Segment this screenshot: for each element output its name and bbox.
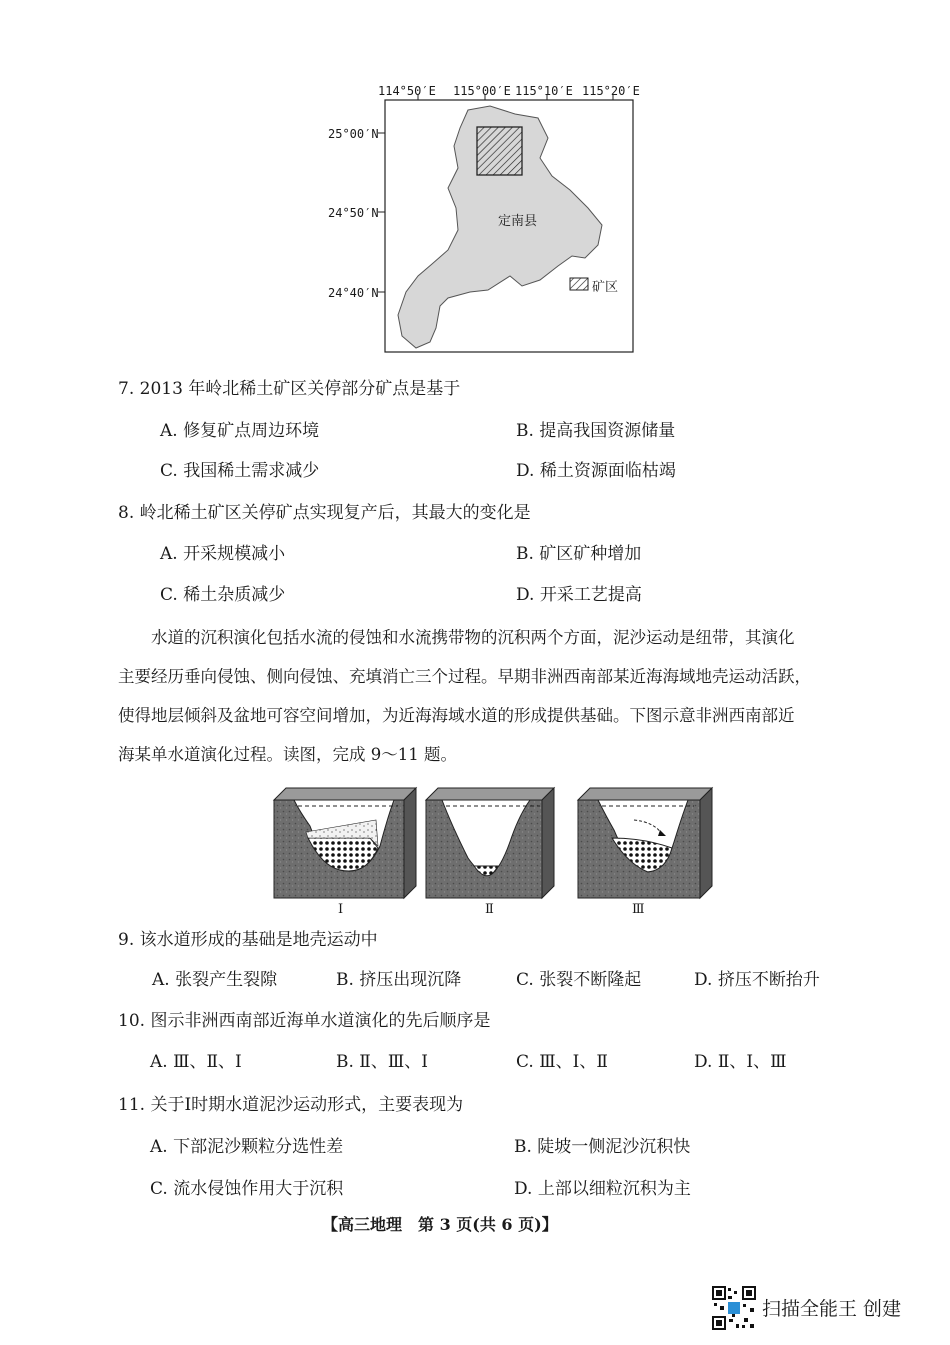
q10-option-a[interactable]: A. Ⅲ、Ⅱ、Ⅰ — [150, 1052, 242, 1072]
legend-label: 矿区 — [592, 280, 619, 295]
diagram-block-3 — [578, 788, 712, 898]
q10-option-b[interactable]: B. Ⅱ、Ⅲ、Ⅰ — [336, 1052, 428, 1072]
scanner-watermark: 扫描全能王 创建 — [762, 1298, 902, 1320]
lon-label: 115°00′E — [453, 84, 511, 98]
q10-option-c[interactable]: C. Ⅲ、Ⅰ、Ⅱ — [516, 1052, 608, 1072]
lon-label: 115°20′E — [582, 84, 640, 98]
q9-option-a[interactable]: A. 张裂产生裂隙 — [152, 970, 278, 990]
q9-option-d[interactable]: D. 挤压不断抬升 — [694, 970, 820, 990]
location-map — [328, 80, 660, 355]
q11-option-a[interactable]: A. 下部泥沙颗粒分选性差 — [150, 1137, 344, 1157]
mining-area-hatch — [477, 127, 522, 175]
diagram-block-2 — [426, 788, 554, 898]
q8-option-b[interactable]: B. 矿区矿种增加 — [516, 544, 642, 564]
question-10-stem: 10. 图示非洲西南部近海单水道演化的先后顺序是 — [118, 1011, 491, 1031]
channel-diagrams — [270, 786, 715, 902]
q11-option-d[interactable]: D. 上部以细粒沉积为主 — [514, 1179, 691, 1199]
q10-option-d[interactable]: D. Ⅱ、Ⅰ、Ⅲ — [694, 1052, 787, 1072]
passage-line: 主要经历垂向侵蚀、侧向侵蚀、充填消亡三个过程。早期非洲西南部某近海海域地壳运动活跃， — [118, 667, 811, 686]
passage — [118, 618, 868, 774]
lon-label: 114°50′E — [378, 84, 436, 98]
q8-option-d[interactable]: D. 开采工艺提高 — [516, 585, 642, 605]
question-7-stem: 7. 2013 年岭北稀土矿区关停部分矿点是基于 — [118, 379, 461, 399]
q8-option-c[interactable]: C. 稀土杂质减少 — [160, 585, 286, 605]
lat-label: 24°50′N — [328, 206, 379, 220]
county-label: 定南县 — [498, 214, 538, 229]
q7-option-c[interactable]: C. 我国稀土需求减少 — [160, 461, 320, 481]
diagram-block-1 — [274, 788, 416, 898]
diagram-label-2: Ⅱ — [485, 902, 494, 917]
question-8-stem: 8. 岭北稀土矿区关停矿点实现复产后，其最大的变化是 — [118, 503, 531, 523]
passage-line: 海某单水道演化过程。读图，完成 9～11 题。 — [118, 745, 457, 764]
diagram-label-3: Ⅲ — [632, 902, 645, 917]
question-11-stem: 11. 关于Ⅰ时期水道泥沙运动形式，主要表现为 — [118, 1095, 464, 1115]
lat-label: 24°40′N — [328, 286, 379, 300]
q8-option-a[interactable]: A. 开采规模减小 — [160, 544, 286, 564]
q9-option-b[interactable]: B. 挤压出现沉降 — [336, 970, 462, 990]
diagram-label-1: Ⅰ — [338, 902, 344, 917]
lon-label: 115°10′E — [515, 84, 573, 98]
question-9-stem: 9. 该水道形成的基础是地壳运动中 — [118, 930, 378, 950]
legend-swatch — [570, 278, 588, 290]
q11-option-c[interactable]: C. 流水侵蚀作用大于沉积 — [150, 1179, 344, 1199]
q7-option-d[interactable]: D. 稀土资源面临枯竭 — [516, 461, 676, 481]
q9-option-c[interactable]: C. 张裂不断隆起 — [516, 970, 642, 990]
passage-line: 使得地层倾斜及盆地可容空间增加，为近海海域水道的形成提供基础。下图示意非洲西南部近 — [118, 706, 795, 725]
q7-option-b[interactable]: B. 提高我国资源储量 — [516, 421, 676, 441]
page-footer: 【高三地理 第 3 页(共 6 页)】 — [322, 1215, 558, 1234]
passage-line: 水道的沉积演化包括水流的侵蚀和水流携带物的沉积两个方面，泥沙运动是纽带，其演化 — [151, 628, 795, 647]
q7-option-a[interactable]: A. 修复矿点周边环境 — [160, 421, 320, 441]
q11-option-b[interactable]: B. 陡坡一侧泥沙沉积快 — [514, 1137, 691, 1157]
qr-code-icon — [712, 1286, 756, 1330]
lat-label: 25°00′N — [328, 127, 379, 141]
